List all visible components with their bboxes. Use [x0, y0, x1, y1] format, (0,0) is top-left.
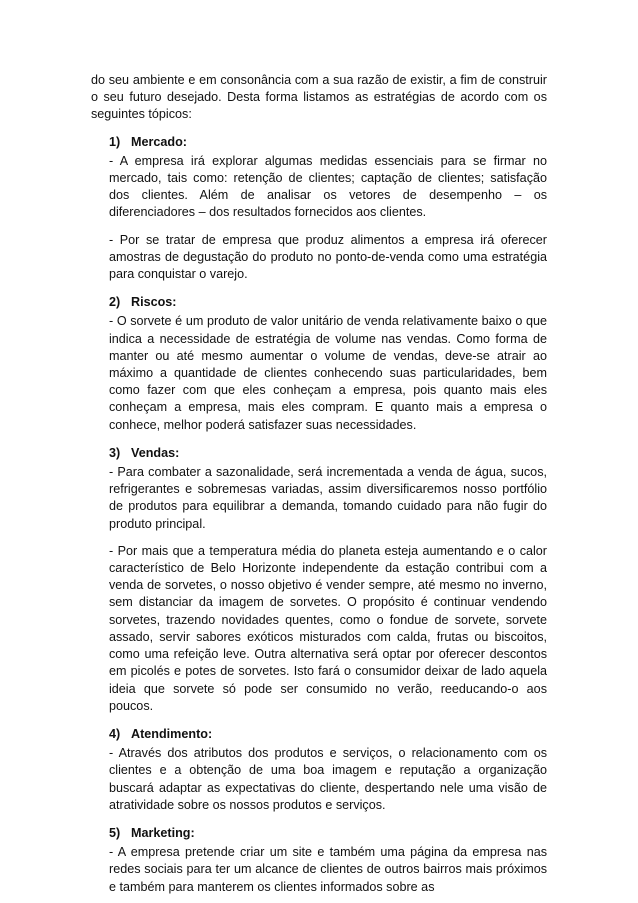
section-paragraph: - Por mais que a temperatura média do planeta esteja aumentando e o calor característico de Belo Horizonte independente da estação contribui com a venda de sorvetes, o nosso objetivo é vender sempre, até mesmo no inverno, sem distanciar da imagem de sorvetes. O propósito é continuar vendendo sorvetes, trazendo novidades quentes, como o fondue de sorvete, sorvete assado, servir sabores exóticos misturados com calda, frutas ou biscoitos, como uma refeição leve. Outra alternativa será optar por oferecer descontos em picolés e potes de sorvetes. Isto fará o consumidor deixar de lado aquela ideia que sorvete só pode ser consumido no verão, reeducando-o aos poucos.: [109, 543, 547, 713]
section-heading: [109, 445, 547, 462]
section-number: 2): [109, 295, 121, 310]
intro-paragraph: do seu ambiente e em consonância com a sua razão de existir, a fim de construir o seu futuro desejado. Desta forma listamos as estratégias de acordo com os seguintes tópicos:: [91, 73, 547, 122]
section-heading: [109, 726, 547, 743]
section-heading: [109, 825, 547, 842]
section-number: 3): [109, 445, 121, 460]
section-paragraph: - Através dos atributos dos produtos e serviços, o relacionamento com os clientes e a obtenção de uma boa imagem e reputação a organização buscará adaptar as expectativas do cliente, despertando nele uma visão de atratividade sobre os nossos produtos e serviços.: [109, 746, 547, 812]
section-mercado: [109, 134, 547, 284]
section-number: 4): [109, 726, 121, 741]
section-riscos: [109, 294, 547, 434]
section-title: Vendas:: [131, 445, 180, 460]
section-heading: [109, 134, 547, 151]
section-paragraph: - Por se tratar de empresa que produz alimentos a empresa irá oferecer amostras de degustação do produto no ponto-de-venda como uma estratégia para conquistar o varejo.: [109, 232, 547, 282]
section-paragraph: - A empresa pretende criar um site e também uma página da empresa nas redes sociais para ter um alcance de clientes de outros bairros mais próximos e também para manterem os clientes informados sobre as: [109, 845, 547, 894]
section-paragraph: - A empresa irá explorar algumas medidas essenciais para se firmar no mercado, tais como: retenção de clientes; captação de clientes; satisfação dos clientes. Além de analisar os vetores de desempenho – os diferenciadores – dos resultados fornecidos aos clientes.: [109, 153, 547, 220]
section-title: Atendimento:: [131, 726, 213, 741]
section-paragraph: - O sorvete é um produto de valor unitário de venda relativamente baixo o que indica a necessidade de estratégia de volume nas vendas. Como forma de manter ou até mesmo aumentar o volume de vendas, deve-se atrair ao máximo a quantidade de clientes conhecendo suas particularidades, bem como fazer com que eles conheçam a empresa, pois quanto mais eles conheçam a empresa, mais eles compram. E quanto mais a empresa o conhece, melhor poderá satisfazer suas necessidades.: [109, 314, 547, 432]
section-title: Mercado:: [131, 134, 187, 149]
section-number: 5): [109, 825, 121, 840]
section-title: Marketing:: [131, 825, 195, 840]
section-atendimento: [109, 726, 547, 814]
section-marketing: [109, 825, 547, 896]
section-number: 1): [109, 134, 121, 149]
section-heading: [109, 294, 547, 311]
section-title: Riscos:: [131, 295, 177, 310]
section-vendas: [109, 445, 547, 715]
section-paragraph: - Para combater a sazonalidade, será incrementada a venda de água, sucos, refrigerantes e sobremesas variadas, assim diversificaremos nosso portfólio de produtos para equilibrar a demanda, tomando cuidado para não fugir do produto principal.: [109, 465, 547, 531]
